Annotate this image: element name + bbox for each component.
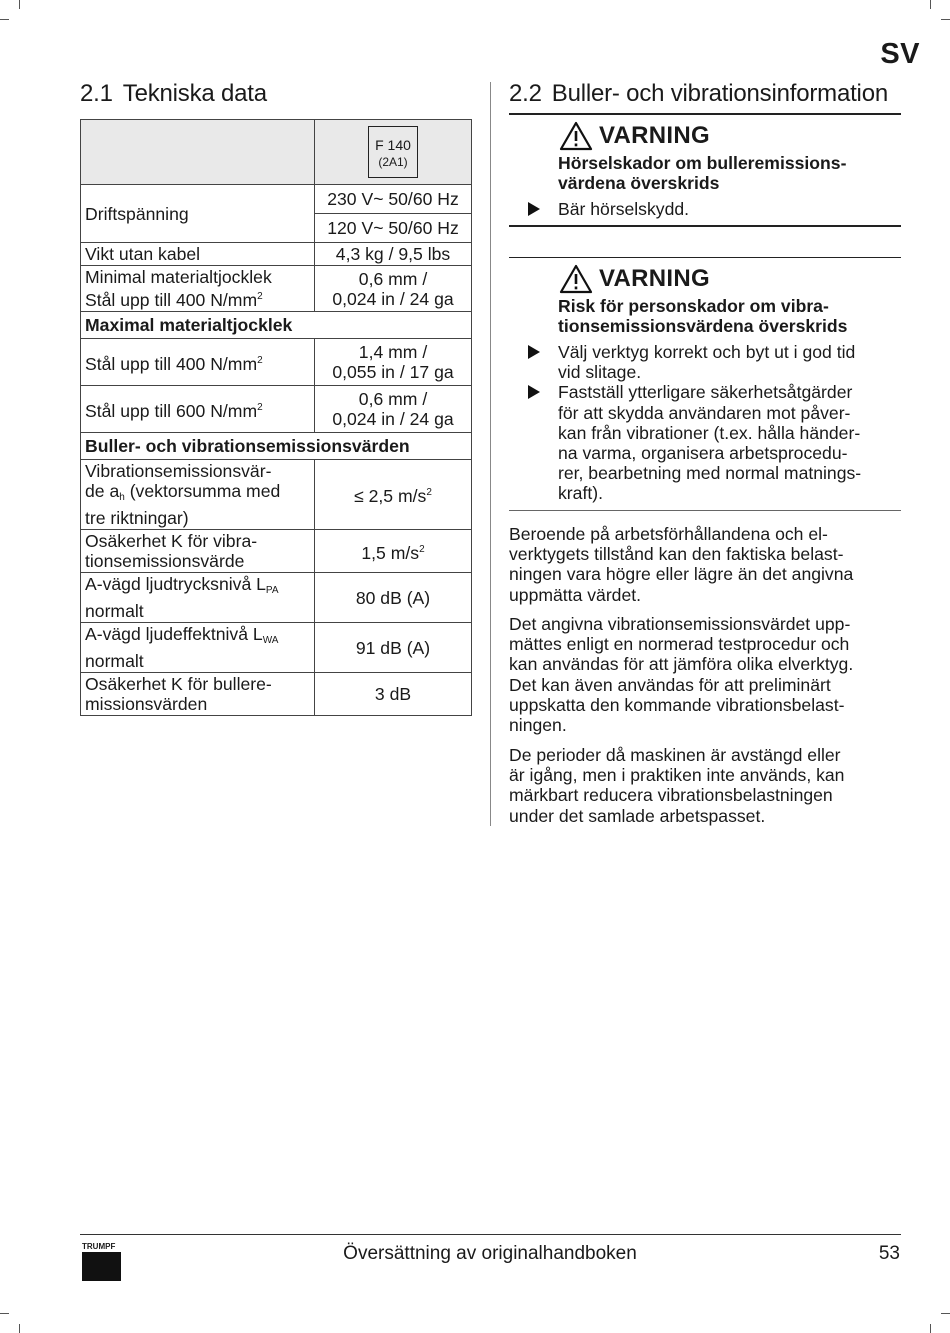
warning-rule xyxy=(509,510,901,511)
list-item xyxy=(509,199,901,219)
list-item-text: na varma, organisera arbetsprocedu- xyxy=(558,443,848,464)
logo-text: TRUMPF xyxy=(82,1242,116,1251)
value-line: 0,055 in / 17 ga xyxy=(332,362,454,382)
label-line: Osäkerhet K för bullere- xyxy=(85,674,272,694)
section-number: 2.2 xyxy=(509,80,542,107)
superscript: 2 xyxy=(419,543,425,555)
text-line: ningen vara högre eller lägre än det angivna xyxy=(509,564,854,585)
section-number: 2.1 xyxy=(80,80,113,107)
text-line: märkbart reducera vibrationsbelastningen xyxy=(509,785,833,806)
list-item-text: vid slitage. xyxy=(558,362,642,383)
table-section-header: Buller- och vibrationsemissionsvärden xyxy=(81,433,472,460)
label-line: A-vägd ljudeffektnivå L xyxy=(85,624,263,644)
list-item-text: Fastställ ytterligare säkerhetsåtgärder xyxy=(558,382,853,403)
subtitle-line: Hörselskador om bulleremissions- xyxy=(558,153,847,173)
section-title: Tekniska data xyxy=(122,80,267,107)
superscript: 2 xyxy=(426,487,432,498)
value-line: 1,4 mm / xyxy=(358,342,428,362)
label-line: missionsvärden xyxy=(85,694,208,714)
paragraph xyxy=(509,745,901,826)
table-cell-label: Driftspänning xyxy=(81,185,315,243)
warning-box-hearing xyxy=(509,120,901,219)
model-box xyxy=(368,126,418,178)
text-line: Beroende på arbetsförhållandena och el- xyxy=(509,524,828,544)
table-row xyxy=(81,433,472,460)
language-code: SV xyxy=(880,38,920,70)
text-line: kan användas för att jämföra olika elverktyg. xyxy=(509,654,854,675)
text-line: uppmätta värdet. xyxy=(509,584,642,605)
crop-mark xyxy=(19,0,20,9)
list-item xyxy=(509,382,901,503)
label-line: de a xyxy=(85,481,120,501)
section-title: Buller- och vibrationsinformation xyxy=(551,80,888,107)
label-line: Osäkerhet K för vibra- xyxy=(85,531,258,551)
value-line: 0,6 mm / xyxy=(358,268,428,289)
table-cell-value: 230 V~ 50/60 Hz xyxy=(315,185,472,214)
label-line: (vektorsumma med xyxy=(124,481,281,501)
crop-mark xyxy=(930,1324,931,1333)
table-row xyxy=(81,573,472,623)
model-name: F 140 xyxy=(375,137,411,153)
warning-title: VARNING xyxy=(599,265,710,292)
table-cell-label: Vikt utan kabel xyxy=(81,243,315,266)
tech-data-table xyxy=(80,119,472,716)
crop-mark xyxy=(941,19,950,20)
table-row xyxy=(81,673,472,716)
list-item-text: Välj verktyg korrekt och byt ut i god tid xyxy=(558,342,856,362)
list-item-text: för att skydda användaren mot påver- xyxy=(558,402,851,423)
superscript: 2 xyxy=(257,291,263,302)
value-line: 0,024 in / 24 ga xyxy=(332,288,454,309)
table-cell-label xyxy=(81,673,315,716)
superscript: 2 xyxy=(257,354,263,366)
warning-list xyxy=(509,342,901,504)
superscript: 2 xyxy=(257,401,263,413)
label-line: Minimal materialtjocklek xyxy=(85,267,272,287)
list-item-text: rer, bearbetning med normal matnings- xyxy=(558,463,862,484)
label-line: normalt xyxy=(85,601,144,621)
table-row xyxy=(81,530,472,573)
table-cell-value: 3 dB xyxy=(315,673,472,716)
warning-title: VARNING xyxy=(599,122,710,149)
arrow-bullet-icon xyxy=(528,345,540,359)
list-item xyxy=(509,342,901,382)
label-line: Stål upp till 400 N/mm xyxy=(85,353,258,374)
text-line: uppskatta den kommande vibrationsbelast- xyxy=(509,694,845,715)
subtitle-line: Risk för personskador om vibra- xyxy=(558,296,829,316)
footer-rule xyxy=(80,1234,901,1235)
arrow-bullet-icon xyxy=(528,385,540,399)
text-line: mättes enligt en normerad testprocedur och xyxy=(509,634,850,655)
warning-subtitle xyxy=(509,153,901,193)
table-row xyxy=(81,243,472,266)
text-line: ningen. xyxy=(509,715,567,736)
text-line: verktygets tillstånd kan den faktiska belast- xyxy=(509,544,844,565)
subtitle-line: tionsemissionsvärdena överskrids xyxy=(558,316,848,336)
logo-block xyxy=(82,1252,121,1281)
crop-mark xyxy=(930,0,931,9)
warning-triangle-icon xyxy=(559,264,593,294)
warning-header xyxy=(509,263,901,295)
warning-box-vibration xyxy=(509,263,901,504)
paragraph xyxy=(509,614,901,735)
table-row xyxy=(81,386,472,433)
subscript: h xyxy=(119,492,125,503)
table-cell-value: 4,3 kg / 9,5 lbs xyxy=(315,243,472,266)
warning-list xyxy=(509,199,901,219)
value-line: 0,024 in / 24 ga xyxy=(332,409,454,429)
table-cell-label xyxy=(81,386,315,433)
warning-rule xyxy=(509,257,901,258)
model-code: (2A1) xyxy=(378,155,408,169)
table-cell-label xyxy=(81,339,315,386)
label-line: normalt xyxy=(85,651,144,671)
table-row xyxy=(81,120,472,185)
subscript: PA xyxy=(265,585,279,596)
table-section-header: Maximal materialtjocklek xyxy=(81,312,472,339)
subscript: WA xyxy=(262,635,279,646)
table-row xyxy=(81,339,472,386)
table-row xyxy=(81,460,472,530)
section-heading-noise xyxy=(509,80,888,108)
label-line: Stål upp till 600 N/mm xyxy=(85,400,258,421)
column-divider xyxy=(490,82,491,826)
table-cell-value: 80 dB (A) xyxy=(315,573,472,623)
table-cell-label xyxy=(81,266,315,312)
paragraph xyxy=(509,524,901,605)
table-cell-empty xyxy=(81,120,315,185)
table-cell-label xyxy=(81,460,315,530)
table-row xyxy=(81,266,472,312)
table-cell-label xyxy=(81,573,315,623)
table-cell-label xyxy=(81,530,315,573)
table-row xyxy=(81,623,472,673)
crop-mark xyxy=(0,1313,9,1314)
text-line: Det kan även användas för att preliminärt xyxy=(509,674,831,695)
crop-mark xyxy=(0,19,9,20)
trumpf-logo xyxy=(82,1242,121,1281)
table-cell-value xyxy=(315,266,472,312)
text-line: De perioder då maskinen är avstängd eller xyxy=(509,745,841,765)
label-line: A-vägd ljudtrycksnivå L xyxy=(85,574,266,594)
table-cell-model xyxy=(315,120,472,185)
arrow-bullet-icon xyxy=(528,202,540,216)
label-line: Vibrationsemissionsvär- xyxy=(85,461,272,481)
crop-mark xyxy=(19,1324,20,1333)
table-cell-value xyxy=(315,460,472,530)
value-line: 0,6 mm / xyxy=(358,389,428,409)
table-cell-value xyxy=(315,339,472,386)
page-number: 53 xyxy=(878,1243,900,1264)
table-cell-value xyxy=(315,530,472,573)
warning-rule xyxy=(509,225,901,227)
value-line: 1,5 m/s xyxy=(361,542,420,563)
table-cell-value xyxy=(315,386,472,433)
table-row xyxy=(81,185,472,214)
text-line: är igång, men i praktiken inte används, kan xyxy=(509,765,845,786)
label-line: tre riktningar) xyxy=(85,508,189,528)
table-cell-label xyxy=(81,623,315,673)
warning-triangle-icon xyxy=(559,121,593,151)
warning-header xyxy=(509,120,901,152)
text-line: under det samlade arbetspasset. xyxy=(509,805,766,826)
warning-subtitle xyxy=(509,296,901,336)
list-item-text: Bär hörselskydd. xyxy=(558,199,690,219)
heading-rule xyxy=(509,113,901,115)
table-cell-value: 120 V~ 50/60 Hz xyxy=(315,214,472,243)
crop-mark xyxy=(941,1313,950,1314)
section-heading-tech-data xyxy=(80,80,267,108)
label-line: tionsemissionsvärde xyxy=(85,551,245,571)
text-line: Det angivna vibrationsemissionsvärdet upp- xyxy=(509,614,851,634)
label-line: Stål upp till 400 N/mm xyxy=(85,290,258,310)
list-item-text: kan från vibrationer (t.ex. hålla händer- xyxy=(558,422,861,443)
table-cell-value: 91 dB (A) xyxy=(315,623,472,673)
value-line: ≤ 2,5 m/s xyxy=(354,486,427,506)
subtitle-line: värdena överskrids xyxy=(558,173,720,193)
list-item-text: kraft). xyxy=(558,483,603,504)
table-row xyxy=(81,312,472,339)
footer-title: Översättning av originalhandboken xyxy=(343,1243,637,1264)
